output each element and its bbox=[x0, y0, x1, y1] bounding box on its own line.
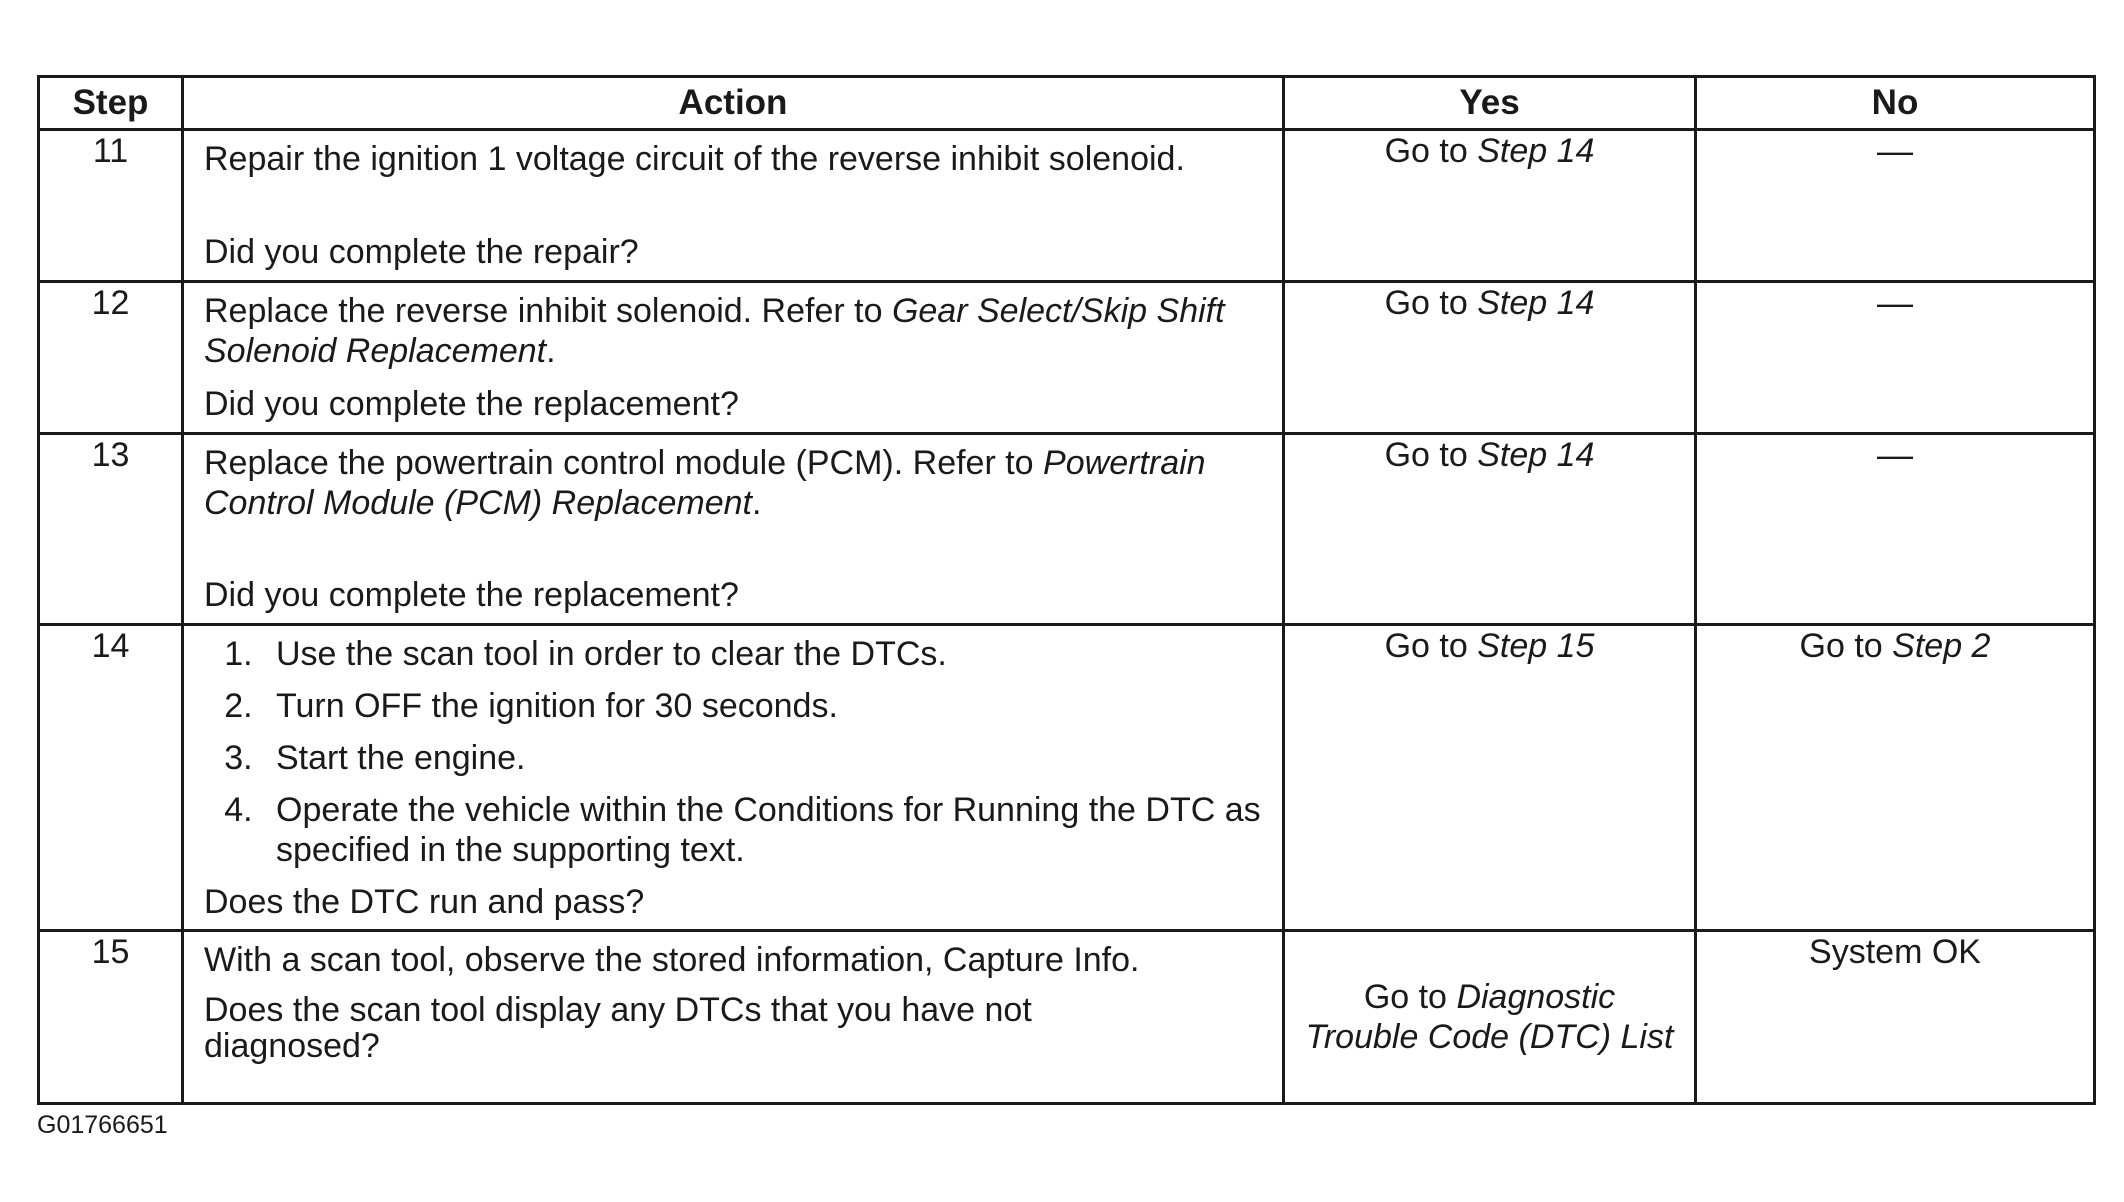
yes-prefix: Go to bbox=[1384, 132, 1468, 170]
table-row bbox=[39, 282, 2095, 434]
action-reference-link[interactable]: Powertrain Control Module (PCM) Replacement bbox=[204, 444, 1206, 522]
figure-id: G01766651 bbox=[37, 1111, 168, 1139]
action-instruction-block: Replace the reverse inhibit solenoid. Refer to Gear Select/Skip Shift Solenoid Replacement. bbox=[204, 292, 1225, 370]
action-reference-link[interactable]: Gear Select/Skip Shift Solenoid Replacement bbox=[204, 292, 1225, 370]
action-cell bbox=[183, 625, 1284, 931]
yes-link[interactable]: Step 14 bbox=[1477, 436, 1595, 474]
action-instruction: Replace the powertrain control module (PCM). Refer to bbox=[204, 444, 1034, 482]
action-question: Did you complete the replacement? bbox=[204, 576, 739, 614]
action-instruction: Repair the ignition 1 voltage circuit of the reverse inhibit solenoid. bbox=[204, 140, 1185, 178]
yes-link[interactable]: Step 14 bbox=[1477, 132, 1595, 170]
list-item: 4. Operate the vehicle within the Conditions for Running the DTC as specified in the supporting text. bbox=[262, 790, 1268, 870]
yes-cell bbox=[1284, 434, 1696, 625]
table-row bbox=[39, 130, 2095, 282]
yes-prefix: Go to bbox=[1384, 627, 1468, 665]
action-question: Does the DTC run and pass? bbox=[204, 883, 645, 921]
yes-prefix: Go to bbox=[1363, 978, 1447, 1016]
yes-cell bbox=[1284, 625, 1696, 931]
action-instruction: Replace the reverse inhibit solenoid. Refer to bbox=[204, 292, 883, 330]
no-cell: — bbox=[1696, 130, 2095, 282]
yes-cell bbox=[1284, 931, 1696, 1104]
step-number: 13 bbox=[39, 434, 183, 625]
list-item: 3. Start the engine. bbox=[262, 738, 1268, 778]
yes-prefix: Go to bbox=[1384, 284, 1468, 322]
no-cell bbox=[1696, 625, 2095, 931]
header-step: Step bbox=[39, 77, 183, 130]
table-row bbox=[39, 931, 2095, 1104]
header-no: No bbox=[1696, 77, 2095, 130]
yes-cell bbox=[1284, 282, 1696, 434]
action-step-list bbox=[204, 634, 1268, 882]
no-cell: — bbox=[1696, 434, 2095, 625]
action-cell bbox=[183, 434, 1284, 625]
yes-link[interactable]: Diagnostic Trouble Code (DTC) List bbox=[1305, 978, 1674, 1056]
action-question: Does the scan tool display any DTCs that you have not diagnosed? bbox=[204, 991, 1032, 1065]
step-number: 11 bbox=[39, 130, 183, 282]
list-item: 1. Use the scan tool in order to clear the DTCs. bbox=[262, 634, 1268, 674]
step-number: 15 bbox=[39, 931, 183, 1104]
no-result: System OK bbox=[1809, 933, 1981, 971]
header-action: Action bbox=[183, 77, 1284, 130]
header-yes: Yes bbox=[1284, 77, 1696, 130]
action-question: Did you complete the replacement? bbox=[204, 385, 739, 423]
action-instruction: With a scan tool, observe the stored information, Capture Info. bbox=[204, 941, 1140, 979]
diagnostic-steps-table bbox=[37, 75, 2096, 1105]
no-prefix: Go to bbox=[1799, 627, 1883, 665]
table-row bbox=[39, 434, 2095, 625]
yes-prefix: Go to bbox=[1384, 436, 1468, 474]
action-question: Did you complete the repair? bbox=[204, 233, 639, 271]
list-item: 2. Turn OFF the ignition for 30 seconds. bbox=[262, 686, 1268, 726]
table-row bbox=[39, 625, 2095, 931]
table-header-row bbox=[39, 77, 2095, 130]
action-instruction-block: Replace the powertrain control module (PCM). Refer to Powertrain Control Module (PCM) Replacement. bbox=[204, 444, 1206, 522]
no-cell: — bbox=[1696, 282, 2095, 434]
action-cell bbox=[183, 282, 1284, 434]
step-number: 14 bbox=[39, 625, 183, 931]
action-cell bbox=[183, 130, 1284, 282]
action-cell bbox=[183, 931, 1284, 1104]
yes-link[interactable]: Step 14 bbox=[1477, 284, 1595, 322]
yes-cell bbox=[1284, 130, 1696, 282]
yes-link[interactable]: Step 15 bbox=[1477, 627, 1595, 665]
no-cell bbox=[1696, 931, 2095, 1104]
step-number: 12 bbox=[39, 282, 183, 434]
no-link[interactable]: Step 2 bbox=[1892, 627, 1991, 665]
